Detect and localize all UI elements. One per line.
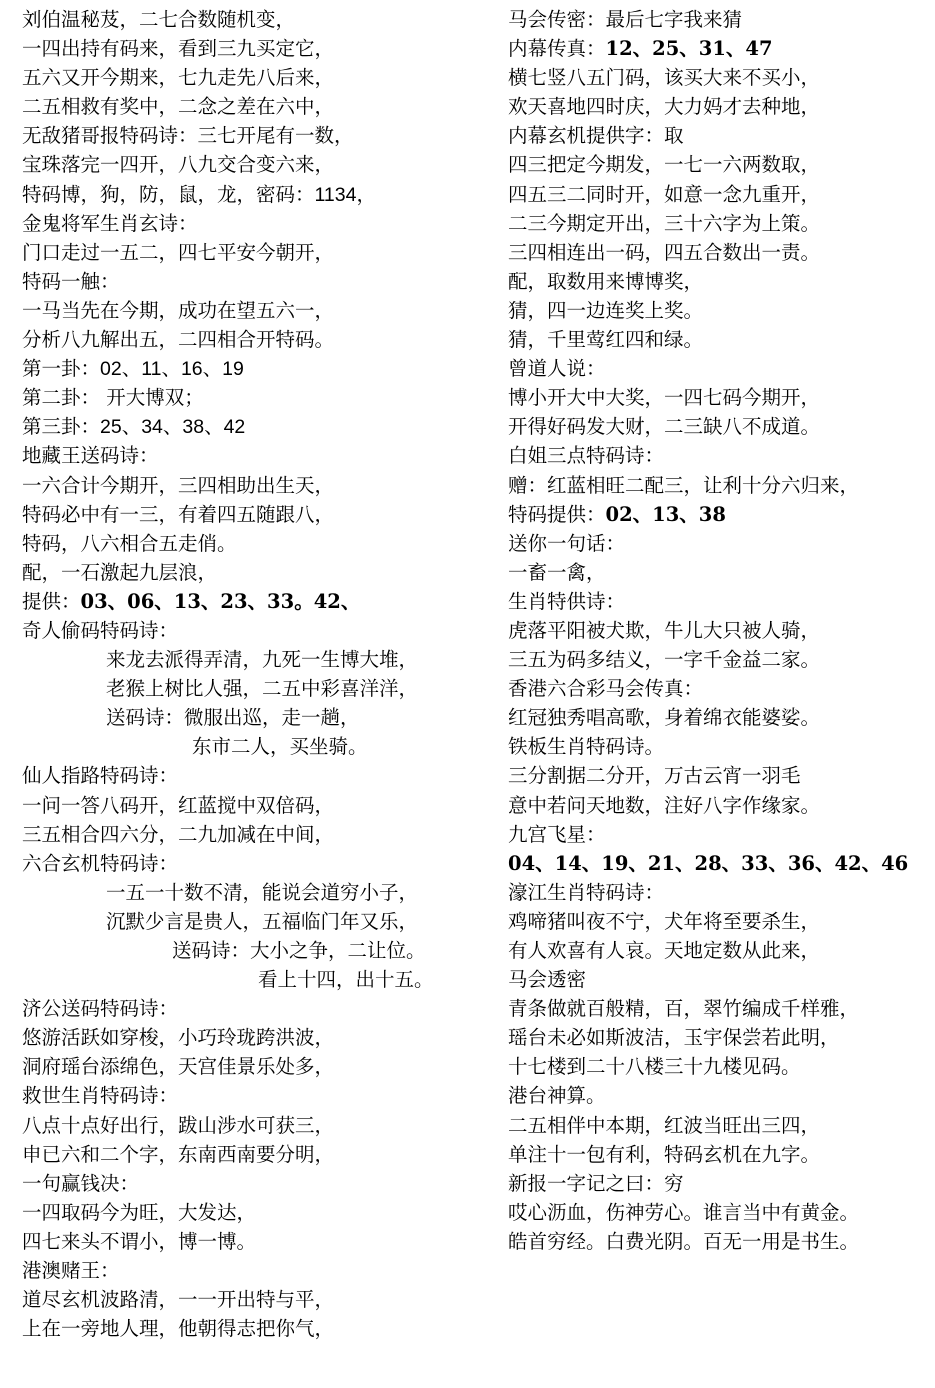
text-line [508, 1198, 928, 1227]
text-line [22, 121, 482, 150]
text-line [22, 907, 482, 936]
line-text: 特码一触： [22, 269, 120, 293]
line-text: 一句赢钱决： [22, 1171, 140, 1195]
line-text: 哎心沥血，伤神劳心。谁言当中有黄金。 [508, 1200, 860, 1224]
line-text: 东市二人，买坐骑。 [192, 735, 368, 759]
line-text: 一六合计今期开，三四相助出生天， [22, 473, 335, 497]
text-line [22, 5, 482, 34]
line-text: 特码博，狗，防，鼠，龙，密码： [22, 182, 315, 206]
text-line [22, 558, 482, 587]
text-line [508, 441, 928, 470]
bold-numbers: 12、25、31、47 [605, 37, 773, 61]
line-text: 一四取码今为旺，大发达， [22, 1200, 257, 1224]
text-line [22, 34, 482, 63]
line-text: 内幕传真： [508, 37, 606, 61]
line-text: 三五为码多结义，一字千金益二家。 [508, 648, 821, 672]
line-text: 意中若问天地数，注好八字作缘家。 [508, 793, 821, 817]
line-text: 濠江生肖特码诗： [508, 880, 665, 904]
text-line [508, 587, 928, 616]
text-line [508, 267, 928, 296]
line-text: 九宫飞星： [508, 822, 606, 846]
line-text: 香港六合彩马会传真： [508, 677, 704, 701]
text-line [508, 1052, 928, 1081]
line-text: 六合玄机特码诗： [22, 851, 179, 875]
text-line [508, 150, 928, 179]
line-text: 三四相连出一码，四五合数出一责。 [508, 240, 821, 264]
line-text: 特码提供： [508, 502, 606, 526]
text-line [508, 994, 928, 1023]
text-line [508, 500, 928, 529]
text-line [22, 354, 482, 383]
line-text: 二三今期定开出，三十六字为上策。 [508, 211, 821, 235]
bold-numbers: 04、14、19、21、28、33、36、42、46 [508, 851, 909, 875]
text-line [508, 325, 928, 354]
text-line [22, 529, 482, 558]
line-text: 老猴上树比人强，二五中彩喜洋洋， [106, 677, 419, 701]
text-line [22, 703, 482, 732]
line-text: 提供： [22, 589, 81, 613]
line-text: 一四出持有码来，看到三九买定它， [22, 37, 335, 61]
text-line [508, 296, 928, 325]
line-text: 第三卦： [22, 415, 101, 439]
text-line [22, 325, 482, 354]
text-line [508, 1227, 928, 1256]
line-text: 青条做就百般精，百，翠竹编成千样雅， [508, 997, 860, 1021]
text-line [508, 878, 928, 907]
left-column [22, 5, 482, 1343]
text-line [22, 645, 482, 674]
text-line [22, 732, 482, 761]
line-text: 第一卦： [22, 357, 101, 381]
line-text: 悠游活跃如穿梭，小巧玲珑跨洪波， [22, 1026, 335, 1050]
line-text: 一问一答八码开，红蓝搅中双倍码， [22, 793, 335, 817]
line-text: 红冠独秀唱高歌，身着绵衣能婆娑。 [508, 706, 821, 730]
line-text: 横七竖八五门码，该买大来不买小， [508, 66, 821, 90]
line-text: 奇人偷码特码诗： [22, 618, 179, 642]
text-line [22, 1052, 482, 1081]
line-text: 道尽玄机波路清，一一开出特与平， [22, 1288, 335, 1312]
text-line [22, 791, 482, 820]
line-text: 送码诗：微服出巡，走一趟， [106, 706, 360, 730]
text-line [22, 1314, 482, 1343]
line-text: 港台神算。 [508, 1084, 606, 1108]
line-text: 仙人指路特码诗： [22, 764, 179, 788]
line-numbers: 1134， [314, 183, 376, 206]
line-text: 皓首穷经。白费光阴。百无一用是书生。 [508, 1229, 860, 1253]
line-text: 第二卦： 开大博双； [22, 386, 204, 410]
text-line [508, 965, 928, 994]
line-text: 洞府瑶台添绵色，天宫佳景乐处多， [22, 1055, 335, 1079]
line-text: 三五相合四六分，二九加减在中间， [22, 822, 335, 846]
bold-numbers: 03、06、13、23、33。42、 [80, 589, 361, 613]
line-text: 四七来头不谓小，博一博。 [22, 1229, 257, 1253]
line-text: 瑶台未必如斯波洁，玉宇保尝若此明， [508, 1026, 840, 1050]
text-line [22, 1285, 482, 1314]
line-text: 门口走过一五二，四七平安今朝开， [22, 240, 335, 264]
line-text: 五六又开今期来，七九走先八后来， [22, 66, 335, 90]
text-line [22, 616, 482, 645]
line-text: 一马当先在今期，成功在望五六一， [22, 298, 335, 322]
text-line [22, 1227, 482, 1256]
text-line [22, 1140, 482, 1169]
line-text: 四五三二同时开，如意一念九重开， [508, 182, 821, 206]
text-line [22, 1023, 482, 1052]
text-line [22, 412, 482, 441]
text-line [508, 1140, 928, 1169]
text-line [22, 965, 482, 994]
line-text: 一五一十数不清，能说会道穷小子， [106, 880, 419, 904]
text-line [22, 209, 482, 238]
text-line [508, 209, 928, 238]
line-text: 金鬼将军生肖玄诗： [22, 211, 198, 235]
text-line [22, 267, 482, 296]
line-text: 特码必中有一三，有着四五随跟八， [22, 502, 335, 526]
text-line [508, 616, 928, 645]
text-line [22, 383, 482, 412]
line-text: 鸡啼猪叫夜不宁，犬年将至要杀生， [508, 909, 821, 933]
line-text: 沉默少言是贵人，五福临门年又乐， [106, 909, 419, 933]
text-line [508, 791, 928, 820]
line-text: 有人欢喜有人哀。天地定数从此来， [508, 939, 821, 962]
text-line [508, 761, 928, 790]
line-text: 十七楼到二十八楼三十九楼见码。 [508, 1055, 801, 1079]
text-line [508, 936, 928, 965]
line-text: 二五相伴中本期，红波当旺出三四， [508, 1113, 821, 1137]
line-text: 看上十四，出十五。 [258, 968, 434, 992]
line-text: 内幕玄机提供字：取 [508, 124, 684, 148]
line-text: 赠：红蓝相旺二配三，让利十分六归来， [508, 473, 860, 497]
line-text: 曾道人说： [508, 357, 606, 381]
right-column [508, 5, 928, 1256]
text-line [508, 121, 928, 150]
text-line [22, 936, 482, 965]
text-line [508, 907, 928, 936]
text-line [508, 1081, 928, 1110]
line-text: 三分割据二分开，万古云宵一羽毛 [508, 764, 801, 788]
line-numbers: 02、11、16、19 [100, 358, 244, 381]
text-line [508, 180, 928, 209]
line-text: 一畜一禽， [508, 560, 606, 584]
line-text: 开得好码发大财，二三缺八不成道。 [508, 415, 821, 439]
text-line [508, 645, 928, 674]
text-line [508, 92, 928, 121]
line-text: 济公送码特码诗： [22, 997, 179, 1021]
line-text: 欢天喜地四时庆，大力妈才去种地， [508, 95, 821, 119]
text-line [22, 238, 482, 267]
text-line [22, 1081, 482, 1110]
text-line [508, 63, 928, 92]
text-line [22, 92, 482, 121]
text-line [508, 732, 928, 761]
text-line [508, 820, 928, 849]
text-line [22, 761, 482, 790]
line-text: 上在一旁地人理，他朝得志把你气， [22, 1317, 335, 1341]
text-line [508, 34, 928, 63]
line-text: 铁板生肖特码诗。 [508, 735, 665, 759]
line-text: 马会透密 [508, 968, 587, 992]
text-line [22, 1198, 482, 1227]
line-text: 白姐三点特码诗： [508, 444, 665, 468]
line-text: 单注十一包有利，特码玄机在九字。 [508, 1142, 821, 1166]
line-text: 八点十点好出行，跋山涉水可获三， [22, 1113, 335, 1137]
line-text: 生肖特供诗： [508, 589, 626, 613]
line-text: 无敌猪哥报特码诗：三七开尾有一数， [22, 124, 354, 148]
line-text: 送码诗：大小之争，二让位。 [172, 939, 426, 962]
text-line [508, 238, 928, 267]
bold-numbers: 02、13、38 [605, 502, 726, 526]
line-numbers: 25、34、38、42 [100, 416, 246, 439]
text-line [508, 849, 928, 878]
text-line [508, 1111, 928, 1140]
line-text: 送你一句话： [508, 531, 626, 555]
line-text: 新报一字记之曰：穷 [508, 1171, 684, 1195]
text-line [22, 820, 482, 849]
text-line [508, 529, 928, 558]
text-line [508, 5, 928, 34]
text-line [22, 1256, 482, 1285]
text-line [508, 1169, 928, 1198]
text-line [22, 441, 482, 470]
line-text: 宝珠落完一四开，八九交合变六来， [22, 153, 335, 177]
text-line [22, 296, 482, 325]
text-line [22, 471, 482, 500]
line-text: 二五相救有奖中，二念之差在六中， [22, 95, 335, 119]
text-line [508, 1023, 928, 1052]
text-line [508, 558, 928, 587]
line-text: 马会传密：最后七字我来猜 [508, 8, 743, 31]
text-line [508, 412, 928, 441]
line-text: 猜，四一边连奖上奖。 [508, 298, 704, 322]
line-text: 申已六和二个字，东南西南要分明， [22, 1142, 335, 1166]
text-line [508, 354, 928, 383]
text-line [508, 703, 928, 732]
line-text: 港澳赌王： [22, 1259, 120, 1283]
text-line [508, 674, 928, 703]
text-line [22, 180, 482, 209]
text-line [22, 1169, 482, 1198]
line-text: 刘伯温秘芨，二七合数随机变， [22, 8, 296, 31]
text-line [22, 878, 482, 907]
text-line [22, 994, 482, 1023]
text-line [22, 674, 482, 703]
line-text: 特码，八六相合五走俏。 [22, 531, 237, 555]
line-text: 博小开大中大奖，一四七码今期开， [508, 386, 821, 410]
text-line [508, 383, 928, 412]
text-line [22, 63, 482, 92]
line-text: 配，取数用来博博奖， [508, 269, 704, 293]
text-line [22, 500, 482, 529]
line-text: 猜，千里莺红四和绿。 [508, 328, 704, 352]
line-text: 救世生肖特码诗： [22, 1084, 179, 1108]
line-text: 地藏王送码诗： [22, 444, 159, 468]
text-line [22, 150, 482, 179]
line-text: 配，一石激起九层浪， [22, 560, 218, 584]
text-line [508, 471, 928, 500]
line-text: 分析八九解出五，二四相合开特码。 [22, 328, 335, 352]
line-text: 四三把定今期发，一七一六两数取， [508, 153, 821, 177]
text-line [22, 849, 482, 878]
text-line [22, 587, 482, 616]
line-text: 虎落平阳被犬欺，牛儿大只被人骑， [508, 618, 821, 642]
line-text: 来龙去派得弄清，九死一生博大堆， [106, 648, 419, 672]
text-line [22, 1111, 482, 1140]
